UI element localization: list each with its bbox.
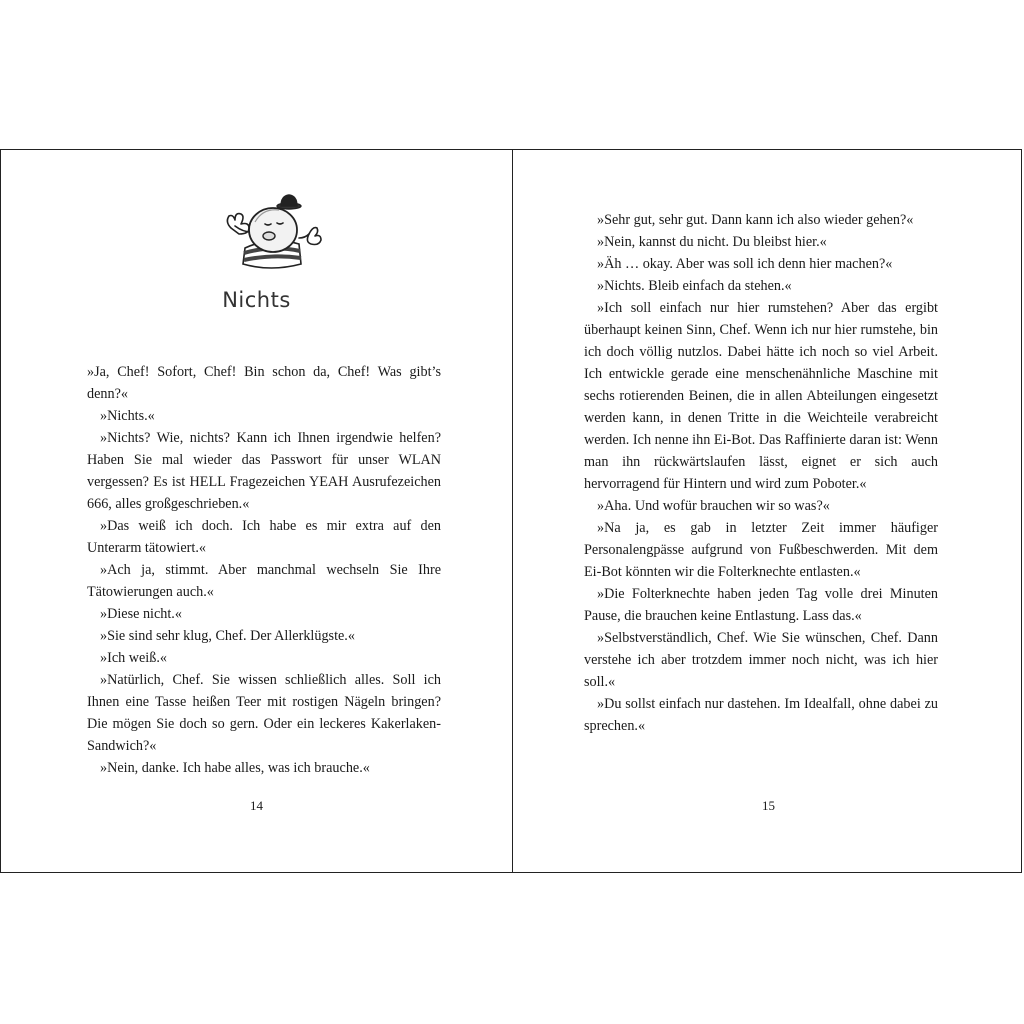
paragraph: »Ich weiß.« <box>100 650 167 666</box>
paragraph: »Das weiß ich doch. Ich habe es mir extra auf den Unterarm tätowiert.« <box>87 518 441 556</box>
paragraph: »Nichts.« <box>100 408 155 424</box>
chapter-title: Nichts <box>222 288 291 312</box>
book-spread <box>0 149 1022 873</box>
paragraph: »Sehr gut, sehr gut. Dann kann ich also wieder gehen?« <box>597 212 914 228</box>
paragraph: »Du sollst einfach nur dastehen. Im Idealfall, ohne dabei zu sprechen.« <box>584 696 938 734</box>
page-number: 14 <box>250 798 263 813</box>
paragraph: »Ach ja, stimmt. Aber manchmal wechseln Sie Ihre Tätowierungen auch.« <box>87 562 441 600</box>
paragraph: »Natürlich, Chef. Sie wissen schließlich alles. Soll ich Ihnen eine Tasse heißen Teer mit rostigen Nägeln bringen? Die mögen Sie doch so gern. Oder ein leckeres Kakerlaken-Sandwich?« <box>87 672 441 754</box>
paragraph: »Nein, danke. Ich habe alles, was ich brauche.« <box>100 760 370 776</box>
paragraph: »Nichts. Bleib einfach da stehen.« <box>597 278 792 294</box>
paragraph: »Äh … okay. Aber was soll ich denn hier machen?« <box>597 256 893 272</box>
paragraph: »Ja, Chef! Sofort, Chef! Bin schon da, Chef! Was gibt’s denn?« <box>87 364 441 402</box>
right-page <box>513 150 1024 872</box>
egg-character-illustration-icon <box>211 192 331 272</box>
page-number: 15 <box>762 798 775 813</box>
right-page-text <box>584 209 938 737</box>
paragraph: »Diese nicht.« <box>100 606 182 622</box>
left-page-text <box>87 361 441 779</box>
paragraph: »Nichts? Wie, nichts? Kann ich Ihnen irgendwie helfen? Haben Sie mal wieder das Passwort für unser WLAN vergessen? Es ist HELL Fragezeichen YEAH Ausrufezeichen 666, alles großgeschrieben.« <box>87 430 441 512</box>
paragraph: »Na ja, es gab in letzter Zeit immer häufiger Personalengpässe aufgrund von Fußbeschwerden. Mit dem Ei-Bot könnten wir die Folterknechte entlasten.« <box>584 520 938 580</box>
paragraph: »Nein, kannst du nicht. Du bleibst hier.« <box>597 234 827 250</box>
paragraph: »Ich soll einfach nur hier rumstehen? Aber das ergibt überhaupt keinen Sinn, Chef. Wenn ich nur hier rumstehe, bin ich doch völlig nutzlos. Dabei hätte ich noch so viel Arbeit. Ich entwickle gerade eine menschenähnliche Maschine mit sechs rotierenden Beinen, die in allen Abteilungen eingesetzt werden kann, in denen Tritte in die Weichteile verabreicht werden. Ich nenne ihn Ei-Bot. Das Raffinierte daran ist: Wenn man ihn rückwärtslaufen lässt, eignet er sich auch hervorragend für Hintern und wird zum Poboter.« <box>584 300 938 492</box>
paragraph: »Selbstverständlich, Chef. Wie Sie wünschen, Chef. Dann verstehe ich aber trotzdem immer noch nicht, was ich hier soll.« <box>584 630 938 690</box>
paragraph: »Sie sind sehr klug, Chef. Der Allerklügste.« <box>100 628 355 644</box>
paragraph: »Die Folterknechte haben jeden Tag volle drei Minuten Pause, die brauchen keine Entlastung. Lass das.« <box>584 586 938 624</box>
left-page <box>1 150 512 872</box>
paragraph: »Aha. Und wofür brauchen wir so was?« <box>597 498 830 514</box>
